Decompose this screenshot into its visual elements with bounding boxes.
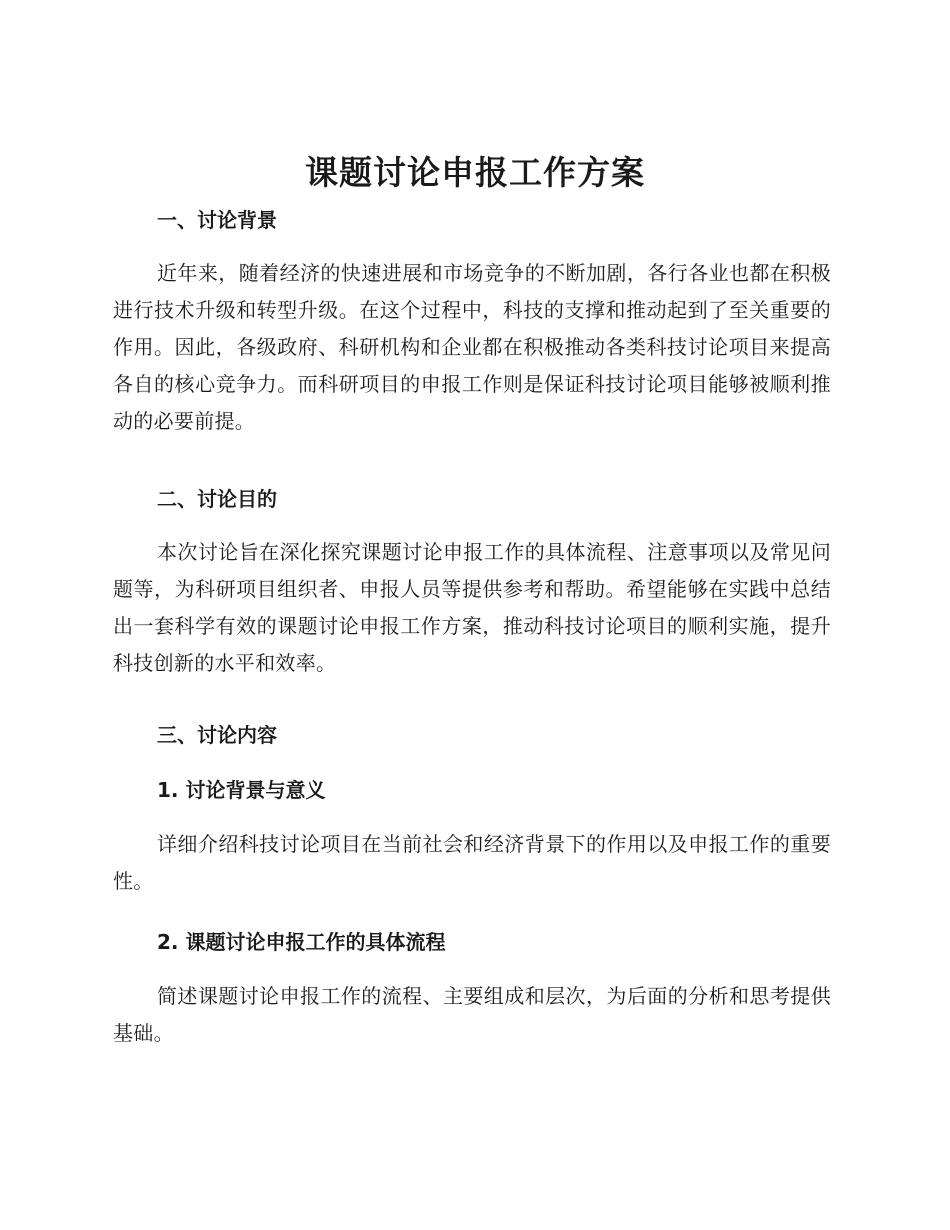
section-paragraph-background: 近年来，随着经济的快速进展和市场竞争的不断加剧，各行各业也都在积极进行技术升级和转型升级。在这个过程中，科技的支撑和推动起到了至关重要的作用。因此，各级政府、科研机构和企业都在积极推动各类科技讨论项目来提高各自的核心竞争力。而科研项目的申报工作则是保证科技讨论项目能够被顺利推动的必要前提。 xyxy=(113,261,831,433)
subsection-paragraph-process: 简述课题讨论申报工作的流程、主要组成和层次，为后面的分析和思考提供基础。 xyxy=(113,984,831,1045)
section-heading-content: 三、讨论内容 xyxy=(157,723,277,747)
subsection-heading-significance: 1. 讨论背景与意义 xyxy=(157,778,326,802)
subsection-paragraph-significance: 详细介绍科技讨论项目在当前社会和经济背景下的作用以及申报工作的重要性。 xyxy=(113,832,831,893)
section-heading-background: 一、讨论背景 xyxy=(157,208,277,232)
section-heading-purpose: 二、讨论目的 xyxy=(157,487,277,511)
subsection-heading-process: 2. 课题讨论申报工作的具体流程 xyxy=(157,930,446,954)
document-title: 课题讨论申报工作方案 xyxy=(305,153,645,192)
section-paragraph-purpose: 本次讨论旨在深化探究课题讨论申报工作的具体流程、注意事项以及常见问题等，为科研项目组织者、申报人员等提供参考和帮助。希望能够在实践中总结出一套科学有效的课题讨论申报工作方案，推动科技讨论项目的顺利实施，提升科技创新的水平和效率。 xyxy=(113,540,831,675)
